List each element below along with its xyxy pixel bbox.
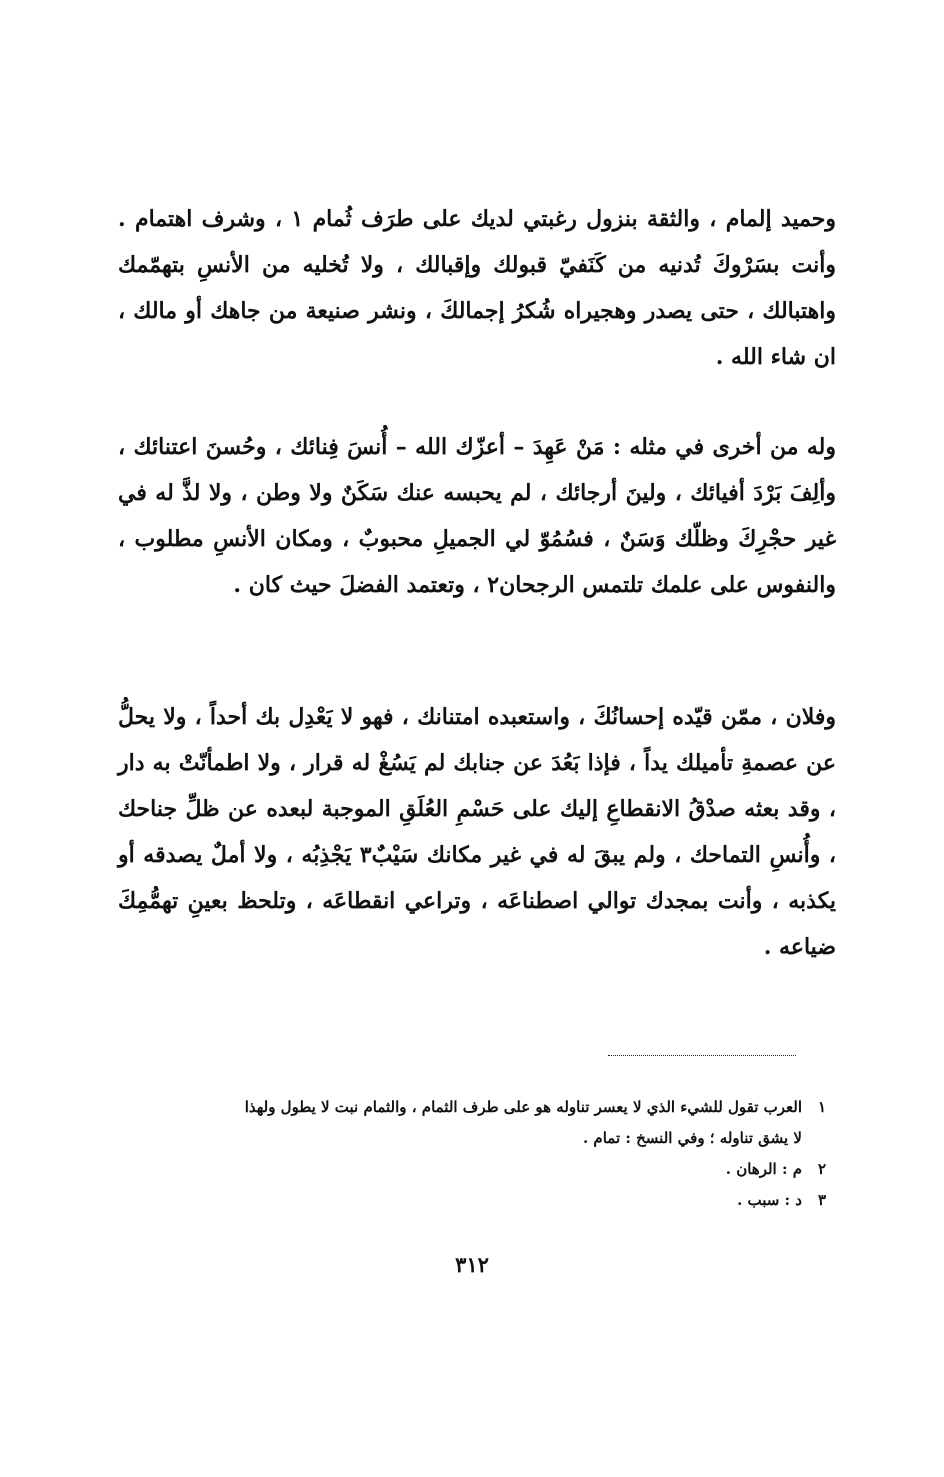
paragraph: وحميد إلمام ، والثقة بنزول رغبتي لديك على طرَف ثُمام ١ ، وشرف اهتمام . وأنت بسَرْوكَ تُدنيه من كَنَفيّ قبولك وإقبالك ، ولا تُخليه من الأنسِ بتهمّمك واهتبالك ، حتى يصدر وهجيراه شُكرُ إجمالكَ ، ونشر صنيعة من جاهك أو مالك ، ان شاء الله . [118,206,837,370]
footnote-text: م : الرهان . [725,1160,802,1178]
footnotes [108,1092,826,1216]
footnote-number: ٢ [817,1160,826,1178]
footnote [108,1185,826,1216]
footnote [108,1154,826,1185]
footnote-separator [608,1055,796,1056]
paragraph: وله من أخرى في مثله : مَنْ عَهِدَ – أعزّك الله – أُنسَ فِنائك ، وحُسنَ اعتنائك ، وألِفَ بَرْدَ أفيائك ، ولينَ أرجائك ، لم يحبسه عنك سَكَنٌ ولا وطن ، ولا لذَّ له في غير حجْرِكَ وظلّك وَسَنٌ ، فسُمُوّ لي الجميلِ محبوبٌ ، ومكان الأنسِ مطلوب ، والنفوس على علمك تلتمس الرجحان٢ ، وتعتمد الفضلَ حيث كان . [118,434,836,598]
footnote-text: العرب تقول للشيء الذي لا يعسر تناوله هو على طرف الثمام ، والثمام نبت لا يطول ولهذا [244,1098,802,1116]
footnote-number: ١ [817,1098,826,1116]
page-number: ٣١٢ [455,1252,489,1277]
paragraph: وفلان ، ممّن قيّده إحسانُكَ ، واستعبده امتنانك ، فهو لا يَعْدِل بك أحداً ، ولا يحلُّ عن عصمةِ تأميلك يداً ، فإذا بَعُدَ عن جنابك لم يَسُغْ له قرار ، ولا اطمأنّتْ به دار ، وقد بعثه صدْقُ الانقطاعِ إليك على حَسْمِ العُلَقِ الموجبة لبعده عن ظلِّ جناحك ، وأُنسِ التماحك ، ولم يبقَ له في غير مكانك سَيْبٌ٣ يَجْذِبُه ، ولا أملٌ يصدقه أو يكذبه ، وأنت بمجدك توالي اصطناعَه ، وتراعي انقطاعَه ، وتلحظ بعينِ تهمُّمِكَ ضياعه . [118,704,837,960]
footnote-text: د : سبب . [737,1191,802,1209]
footnote-number: ٣ [817,1191,826,1209]
footnote-continuation: لا يشق تناوله ؛ وفي النسخ : تمام . [582,1129,802,1147]
footnote [108,1092,826,1123]
